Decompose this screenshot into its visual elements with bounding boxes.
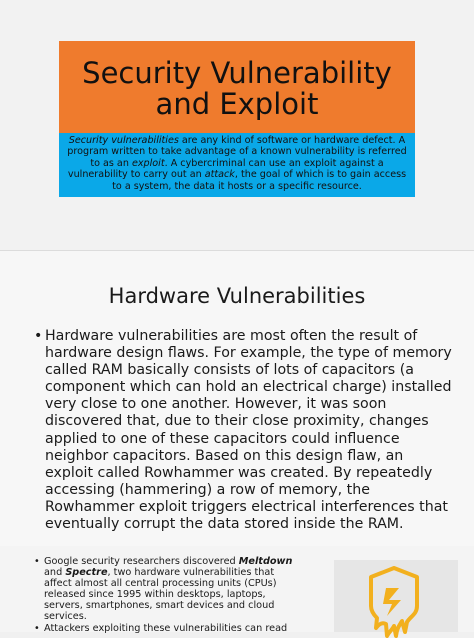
definition-paragraph xyxy=(67,135,406,192)
term-security-vulnerabilities: Security vulnerabilities xyxy=(68,135,179,146)
hardware-bullet xyxy=(34,328,452,533)
hardware-bullet-text: Hardware vulnerabilities are most often the result of hardware design flaws. For example, the type of memory called RAM basically consists of lots of capacitors (a component which can hold an electrical charge) installed very close to one another. However, it was soon discovered that, due to their close proximity, changes applied to one of these capacitors could influence neighbor capacitors. Based on this design flaw, an exploit called Rowhammer was created. By repeatedly accessing (hammering) a row of memory, the Rowhammer exploit triggers electrical interferences that eventually corrupt the data stored inside the RAM. xyxy=(45,328,452,533)
slide-title: Security Vulnerability and Exploit xyxy=(82,56,392,121)
definition-box xyxy=(59,133,415,197)
bullet-marker: • xyxy=(34,556,40,567)
term-attack: attack xyxy=(204,169,235,181)
attackers-bullet-text: Attackers exploiting these vulnerabilities can read xyxy=(44,623,288,634)
meltdown-shield-icon xyxy=(359,566,429,638)
bullet-marker: • xyxy=(34,623,40,634)
term-spectre: Spectre xyxy=(65,567,108,579)
section-title: Hardware Vulnerabilities xyxy=(108,284,366,308)
title-banner xyxy=(59,41,415,133)
term-exploit: exploit xyxy=(131,157,165,169)
meltdown-text-2: and xyxy=(44,567,66,579)
logo-panel xyxy=(334,560,458,632)
meltdown-bullet xyxy=(34,556,304,623)
bullet-marker: • xyxy=(34,328,43,344)
definition-text-2: . A cybercriminal can use an exploit against a vulnerability to carry out an xyxy=(67,157,384,181)
definition-text-3: , the goal of which is to gain access to a system, the data it hosts or a specific resource. xyxy=(112,169,407,192)
term-meltdown: Meltdown xyxy=(238,556,293,567)
meltdown-text-3: , two hardware vulnerabilities that affect almost all central processing units (CPUs) released since 1995 within desktops, laptops, servers, smartphones, smart devices and cloud services. xyxy=(44,567,277,623)
attackers-bullet xyxy=(34,623,304,634)
meltdown-text-1: Google security researchers discovered xyxy=(44,556,239,567)
definition-text-1: are any kind of software or hardware defect. A program written to take advantage of a known vulnerability is referred to as an xyxy=(67,135,407,169)
meltdown-bullet-text xyxy=(44,556,304,623)
